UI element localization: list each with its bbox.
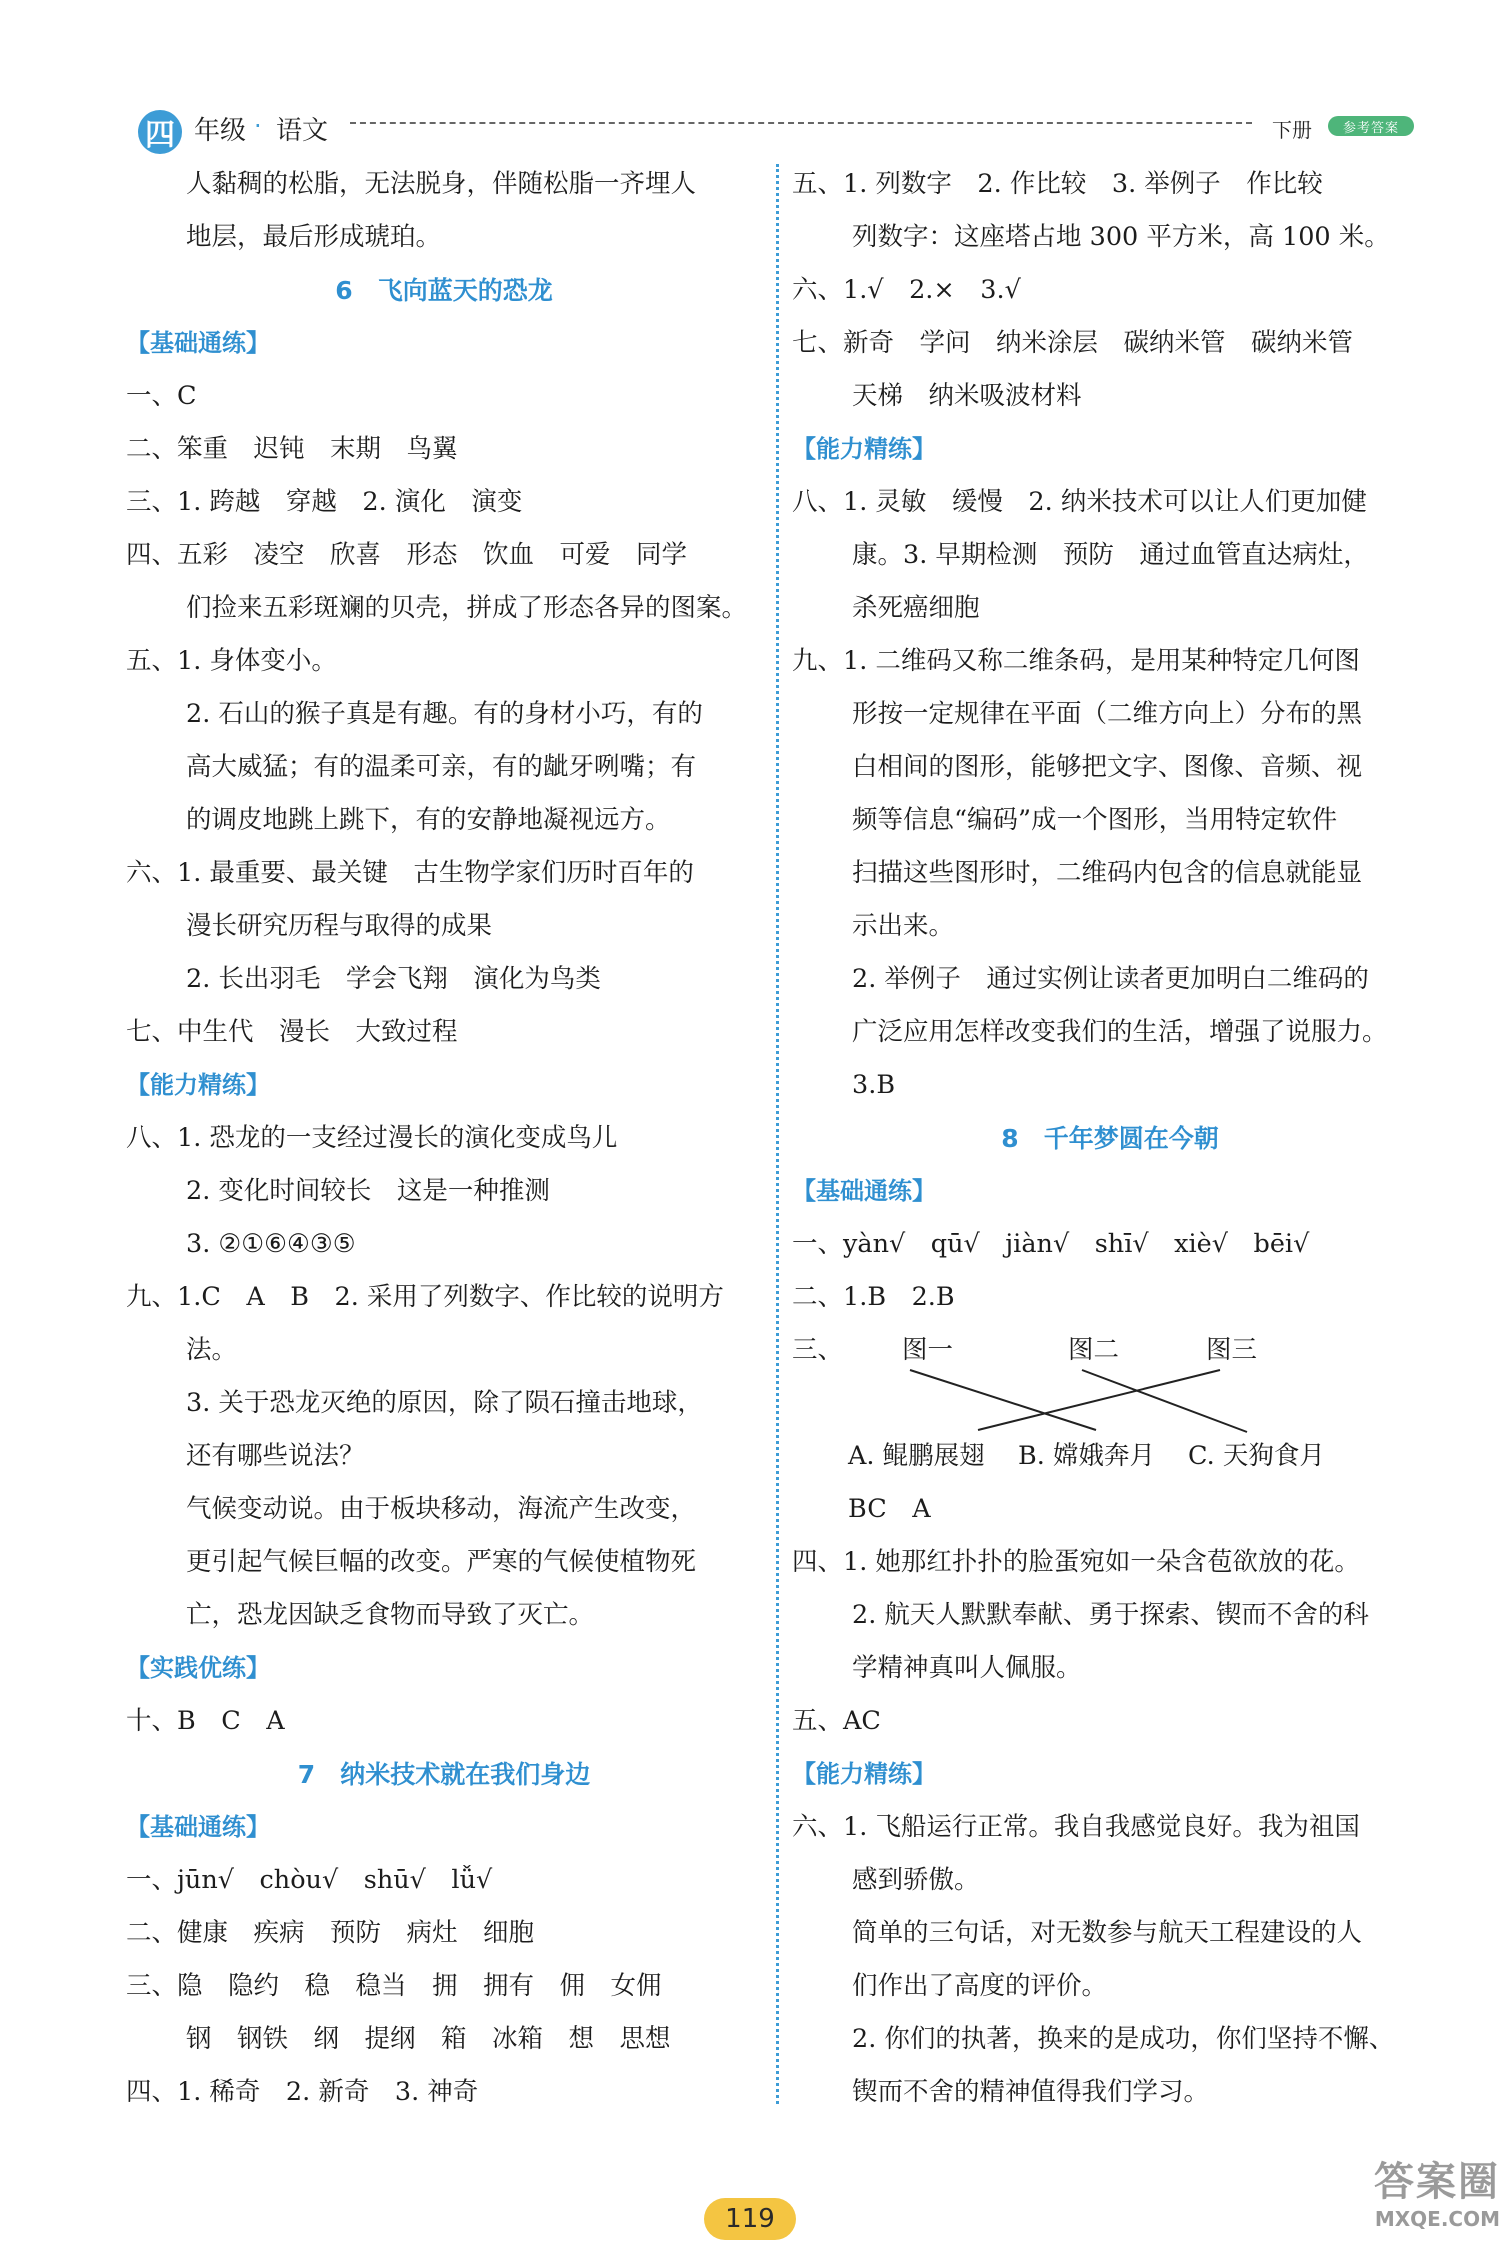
answer-line: 二、健康 疾病 预防 病灶 细胞 xyxy=(126,1918,535,1948)
option-a: A. 鲲鹏展翅 xyxy=(848,1441,985,1471)
answer-line: 法。 xyxy=(186,1335,238,1365)
answer-line: 杀死癌细胞 xyxy=(852,593,980,623)
figure-label-3: 图三 xyxy=(1206,1335,1258,1365)
answer-line: 六、1. 最重要、最关键 古生物学家们历时百年的 xyxy=(126,858,694,888)
answer-line: 2. 你们的执著，换来的是成功，你们坚持不懈、 xyxy=(852,2024,1395,2054)
answer-line: 钢 钢铁 纲 提纲 箱 冰箱 想 思想 xyxy=(186,2024,671,2054)
answer-line: 2. 石山的猴子真是有趣。有的身材小巧，有的 xyxy=(186,699,703,729)
column-divider xyxy=(776,164,779,2104)
answer-line: 频等信息“编码”成一个图形，当用特定软件 xyxy=(852,805,1338,835)
answer-line: 十、B C A xyxy=(126,1706,285,1736)
answer-line: 二、1.B 2.B xyxy=(792,1282,955,1312)
match-line xyxy=(978,1370,1220,1430)
answer-line: 一、jūn√ chòu√ shū√ lǚ√ xyxy=(126,1865,493,1895)
answer-line: 九、1. 二维码又称二维条码，是用某种特定几何图 xyxy=(792,646,1360,676)
answer-line: 3. 关于恐龙灭绝的原因，除了陨石撞击地球， xyxy=(186,1388,703,1418)
question-number: 三、 xyxy=(792,1335,844,1365)
answer-line: 一、yàn√ qū√ jiàn√ shī√ xiè√ bēi√ xyxy=(792,1229,1310,1259)
watermark-url: MXQE.COM xyxy=(1374,2207,1500,2231)
answer-line: 2. 变化时间较长 这是一种推测 xyxy=(186,1176,550,1206)
left-column xyxy=(126,158,762,2119)
answer-line: 六、1.√ 2.× 3.√ xyxy=(792,275,1021,305)
answer-line: 们作出了高度的评价。 xyxy=(852,1971,1108,2001)
lesson-title-8: 8 千年梦圆在今朝 xyxy=(1001,1124,1219,1153)
answer-line: 2. 长出羽毛 学会飞翔 演化为鸟类 xyxy=(186,964,601,994)
answer-line: 七、中生代 漫长 大致过程 xyxy=(126,1017,458,1047)
answer-line: 锲而不舍的精神值得我们学习。 xyxy=(852,2077,1210,2107)
answer-line: 高大威猛；有的温柔可亲，有的龇牙咧嘴；有 xyxy=(186,752,697,782)
answer-line: 简单的三句话，对无数参与航天工程建设的人 xyxy=(852,1918,1363,1948)
option-c: C. 天狗食月 xyxy=(1188,1441,1325,1471)
answer-line: 七、新奇 学问 纳米涂层 碳纳米管 碳纳米管 xyxy=(792,328,1354,358)
lesson-title-7: 7 纳米技术就在我们身边 xyxy=(297,1760,591,1789)
answer-line: 五、1. 列数字 2. 作比较 3. 举例子 作比较 xyxy=(792,169,1323,199)
section-heading-basic: 【基础通练】 xyxy=(126,329,270,357)
right-column xyxy=(792,158,1428,2119)
match-line xyxy=(910,1370,1096,1430)
section-heading-basic: 【基础通练】 xyxy=(126,1813,270,1841)
watermark xyxy=(1330,2150,1500,2231)
answer-line: 感到骄傲。 xyxy=(852,1865,980,1895)
answer-line: 五、AC xyxy=(792,1706,881,1736)
answer-line: 学精神真叫人佩服。 xyxy=(852,1653,1082,1683)
figure-label-1: 图一 xyxy=(902,1335,954,1365)
answer-line: 康。3. 早期检测 预防 通过血管直达病灶， xyxy=(852,540,1369,570)
answer-line: 四、1. 她那红扑扑的脸蛋宛如一朵含苞欲放的花。 xyxy=(792,1547,1360,1577)
answer-line: 3.B xyxy=(852,1070,896,1100)
answer-line: 八、1. 灵敏 缓慢 2. 纳米技术可以让人们更加健 xyxy=(792,487,1367,517)
answer-line: 的调皮地跳上跳下，有的安静地凝视远方。 xyxy=(186,805,671,835)
page-header xyxy=(0,0,1512,160)
answer-line: 亡，恐龙因缺乏食物而导致了灭亡。 xyxy=(186,1600,595,1630)
header-grade: 年级 xyxy=(194,116,247,146)
answer-line: 八、1. 恐龙的一支经过漫长的演化变成鸟儿 xyxy=(126,1123,618,1153)
section-heading-ability: 【能力精练】 xyxy=(792,435,936,463)
answer-line: 六、1. 飞船运行正常。我自我感觉良好。我为祖国 xyxy=(792,1812,1360,1842)
figure-label-2: 图二 xyxy=(1068,1335,1120,1365)
matching-answer: BC A xyxy=(848,1494,931,1524)
page-number: 119 xyxy=(704,2198,796,2240)
lesson-title-6: 6 飞向蓝天的恐龙 xyxy=(335,276,553,305)
answer-line: 二、笨重 迟钝 末期 鸟翼 xyxy=(126,434,458,464)
answer-line: 还有哪些说法？ xyxy=(186,1441,365,1471)
answer-line: 气候变动说。由于板块移动，海流产生改变， xyxy=(186,1494,697,1524)
answer-line: 2. 航天人默默奉献、勇于探索、锲而不舍的科 xyxy=(852,1600,1369,1630)
answer-line: 扫描这些图形时，二维码内包含的信息就能显 xyxy=(852,858,1363,888)
answer-line: 白相间的图形，能够把文字、图像、音频、视 xyxy=(852,752,1363,782)
answer-line: 九、1.C A B 2. 采用了列数字、作比较的说明方 xyxy=(126,1282,724,1312)
match-line xyxy=(1082,1370,1247,1432)
text-line: 人黏稠的松脂，无法脱身，伴随松脂一齐埋人 xyxy=(186,169,697,199)
grade-badge: 四 xyxy=(138,110,182,154)
answer-line: 广泛应用怎样改变我们的生活，增强了说服力。 xyxy=(852,1017,1388,1047)
answer-line: 天梯 纳米吸波材料 xyxy=(852,381,1082,411)
answer-line: 们捡来五彩斑斓的贝壳，拼成了形态各异的图案。 xyxy=(186,593,748,623)
header-rule xyxy=(350,122,1252,124)
answer-line: 漫长研究历程与取得的成果 xyxy=(186,911,493,941)
header-volume: 下册 xyxy=(1272,118,1312,142)
option-b: B. 嫦娥奔月 xyxy=(1018,1441,1155,1471)
text-line: 地层，最后形成琥珀。 xyxy=(186,222,442,252)
answer-line: 四、1. 稀奇 2. 新奇 3. 神奇 xyxy=(126,2077,479,2107)
answer-key-tag: 参考答案 xyxy=(1328,116,1414,136)
answer-line: 形按一定规律在平面（二维方向上）分布的黑 xyxy=(852,699,1363,729)
section-heading-practice: 【实践优练】 xyxy=(126,1654,270,1682)
answer-line: 示出来。 xyxy=(852,911,955,941)
answer-line: 列数字：这座塔占地 300 平方米，高 100 米。 xyxy=(852,222,1390,252)
answer-line: 三、1. 跨越 穿越 2. 演化 演变 xyxy=(126,487,523,517)
answer-line: 2. 举例子 通过实例让读者更加明白二维码的 xyxy=(852,964,1369,994)
header-subject: 语文 xyxy=(276,116,329,146)
answer-line: 更引起气候巨幅的改变。严寒的气候使植物死 xyxy=(186,1547,697,1577)
header-dot: · xyxy=(254,112,262,140)
section-heading-basic: 【基础通练】 xyxy=(792,1177,936,1205)
section-heading-ability: 【能力精练】 xyxy=(126,1071,270,1099)
matching-diagram xyxy=(792,1324,1428,1536)
section-heading-ability: 【能力精练】 xyxy=(792,1760,936,1788)
answer-line: 一、C xyxy=(126,381,197,411)
answer-line: 四、五彩 凌空 欣喜 形态 饮血 可爱 同学 xyxy=(126,540,688,570)
watermark-logo: 答案圈 xyxy=(1374,2159,1500,2205)
answer-line: 三、隐 隐约 稳 稳当 拥 拥有 佣 女佣 xyxy=(126,1971,662,2001)
answer-line: 3. ②①⑥④③⑤ xyxy=(186,1229,356,1259)
answer-line: 五、1. 身体变小。 xyxy=(126,646,337,676)
